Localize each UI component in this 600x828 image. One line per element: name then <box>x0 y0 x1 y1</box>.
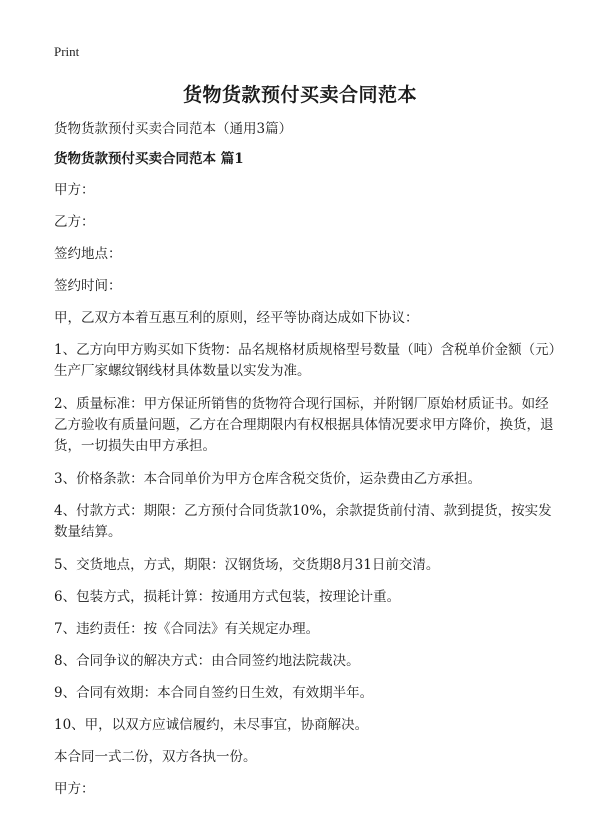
clause-6: 6、包装方式，损耗计算：按通用方式包装，按理论计重。 <box>54 589 401 605</box>
clause-3: 3、价格条款：本合同单价为甲方仓库含税交货价，运杂费由乙方承担。 <box>54 471 482 487</box>
clause-2: 2、质量标准：甲方保证所销售的货物符合现行国标，并附钢厂原始材质证书。如经乙方验收有质量问题，乙方在合理期限内有权根据具体情况要求甲方降价，换货，退货，一切损失由甲方承担。 <box>54 396 554 454</box>
document-subtitle: 货物货款预付买卖合同范本（通用3篇） <box>54 121 293 137</box>
clause-8: 8、合同争议的解决方式：由合同签约地法院裁决。 <box>54 653 360 669</box>
party-a-field: 甲方： <box>54 182 95 198</box>
closing-statement: 本合同一式二份，双方各执一份。 <box>54 749 257 765</box>
section-heading: 货物货款预付买卖合同范本 篇1 <box>54 151 244 167</box>
clause-5: 5、交货地点，方式，期限：汉钢货场，交货期8月31日前交清。 <box>54 557 440 573</box>
clause-4: 4、付款方式：期限：乙方预付合同货款10%，余款提货前付清、款到提货，按实发数量结算。 <box>54 503 552 540</box>
clause-10: 10、甲，以双方应诚信履约，未尽事宜，协商解决。 <box>54 717 369 733</box>
sign-place-field: 签约地点： <box>54 246 122 262</box>
sign-time-field: 签约时间： <box>54 278 122 294</box>
print-label[interactable]: Print <box>54 44 80 59</box>
agreement-intro: 甲，乙双方本着互惠互利的原则，经平等协商达成如下协议： <box>54 310 419 326</box>
clause-9: 9、合同有效期：本合同自签约日生效，有效期半年。 <box>54 685 374 701</box>
clause-7: 7、违约责任：按《合同法》有关规定办理。 <box>54 621 320 637</box>
footer-party-a: 甲方： <box>54 781 95 797</box>
document-title: 货物货款预付买卖合同范本 <box>182 84 417 106</box>
party-b-field: 乙方： <box>54 214 95 230</box>
document-body <box>54 119 558 811</box>
clause-1: 1、乙方向甲方购买如下货物：品名规格材质规格型号数量（吨）含税单价金额（元）生产厂家螺纹钢线材具体数量以实发为准。 <box>54 342 556 379</box>
